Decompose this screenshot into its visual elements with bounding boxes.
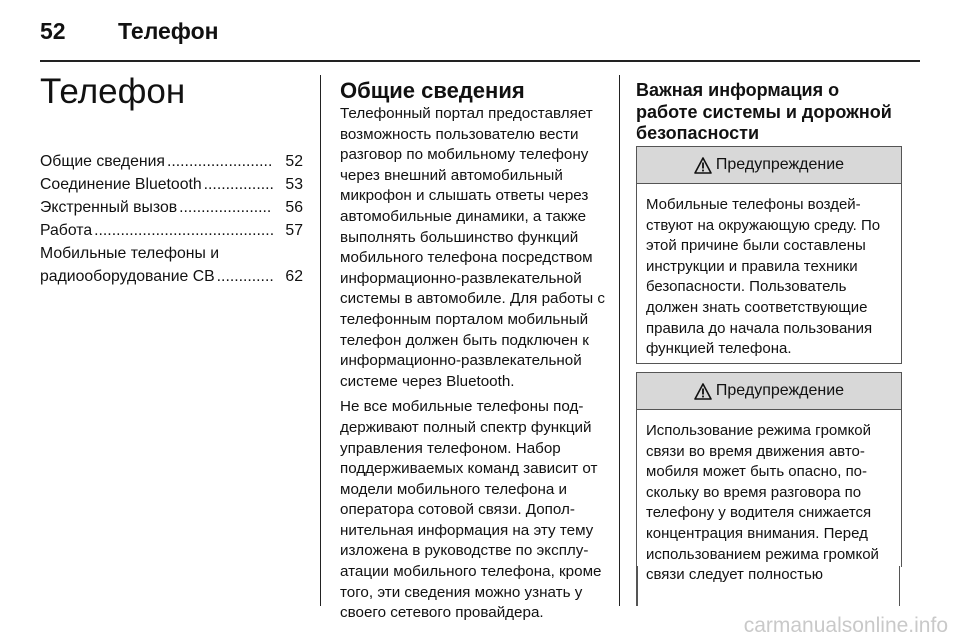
toc-page: 53 xyxy=(285,176,303,193)
warning-text: Мобильные телефоны воздействуют на окружающую среду. По этой причине были составлены инструкции и правила техники безопасности. Пользователь должен знать соответствующие правила до начала пользования функцией телефона. xyxy=(646,196,881,358)
toc-entry[interactable] xyxy=(40,150,303,173)
toc-page: 52 xyxy=(285,153,303,170)
page-number: 52 xyxy=(40,18,66,44)
warning-title: Предупреждение xyxy=(715,382,845,399)
table-of-contents xyxy=(40,150,303,288)
column-divider xyxy=(619,75,620,606)
warning-header xyxy=(637,147,901,184)
toc-entry[interactable] xyxy=(40,173,303,196)
safety-column xyxy=(636,80,904,145)
toc-page: 56 xyxy=(285,199,303,216)
warning-triangle-icon xyxy=(694,383,712,400)
toc-leader: ............. xyxy=(216,268,274,285)
toc-entry[interactable] xyxy=(40,242,303,288)
watermark: carmanualsonline.info xyxy=(743,614,948,637)
toc-entry-label: Экстренный вызов xyxy=(40,199,178,216)
toc-leader: ......................................... xyxy=(94,222,275,239)
warning-box xyxy=(636,146,902,364)
warning-box-border xyxy=(636,566,638,606)
toc-entry-label: радиооборудование CB xyxy=(40,268,215,285)
chapter-column xyxy=(40,72,303,288)
toc-leader: ........................ xyxy=(167,153,273,170)
toc-entry-label: Соединение Bluetooth xyxy=(40,176,202,193)
chapter-heading: Телефон xyxy=(40,72,186,111)
column-divider xyxy=(320,75,321,606)
toc-entry[interactable] xyxy=(40,196,303,219)
warning-header xyxy=(637,373,901,410)
toc-page: 62 xyxy=(285,268,303,285)
toc-leader: ..................... xyxy=(179,199,272,216)
general-info-column xyxy=(340,78,608,624)
toc-page: 57 xyxy=(285,222,303,239)
toc-entry-label: Общие сведения xyxy=(40,153,165,170)
warning-box xyxy=(636,372,902,584)
warning-text: Использование режима громкой связи во время движения автомобиля может быть опасно, поскольку во время разговора по телефону у водителя снижается концентрация внимания. Перед использованием режима громкой связи следует полностью xyxy=(646,422,879,584)
toc-entry-label-line1: Мобильные телефоны и xyxy=(40,245,220,262)
warning-triangle-icon xyxy=(694,157,712,174)
body-paragraph: Телефонный портал предоставляет возможность пользователю вести разговор по мобильному телефону через внешний автомобильный микрофон и слышать ответы через автомобильные динамики, а также выполнять большинство функций мобильного телефона посредством информационно-развлекательной системы в автомобиле. Для работы с телефонным порталом мобильный телефон должен быть подключен к информационно-развлекательной системе через Bluetooth. xyxy=(340,105,605,390)
header-rule xyxy=(40,60,920,62)
section-heading: Общие сведения xyxy=(340,78,525,103)
warning-box-border xyxy=(899,566,901,606)
section-heading: Важная информация о работе системы и дорожной безопасности xyxy=(636,80,892,143)
toc-entry-label: Работа xyxy=(40,222,93,239)
running-title: Телефон xyxy=(118,18,219,44)
warning-title: Предупреждение xyxy=(715,156,845,173)
toc-leader: ................ xyxy=(203,176,274,193)
toc-entry[interactable] xyxy=(40,219,303,242)
body-paragraph: Не все мобильные телефоны поддерживают полный спектр функций управления телефоном. Набор поддерживаемых команд зависит от модели мобильного телефона и оператора сотовой связи. Дополнительная информация на эту тему изложена в руководстве по эксплуатации мобильного телефона, кроме того, эти сведения можно узнать у своего сетевого провайдера. xyxy=(340,398,602,622)
